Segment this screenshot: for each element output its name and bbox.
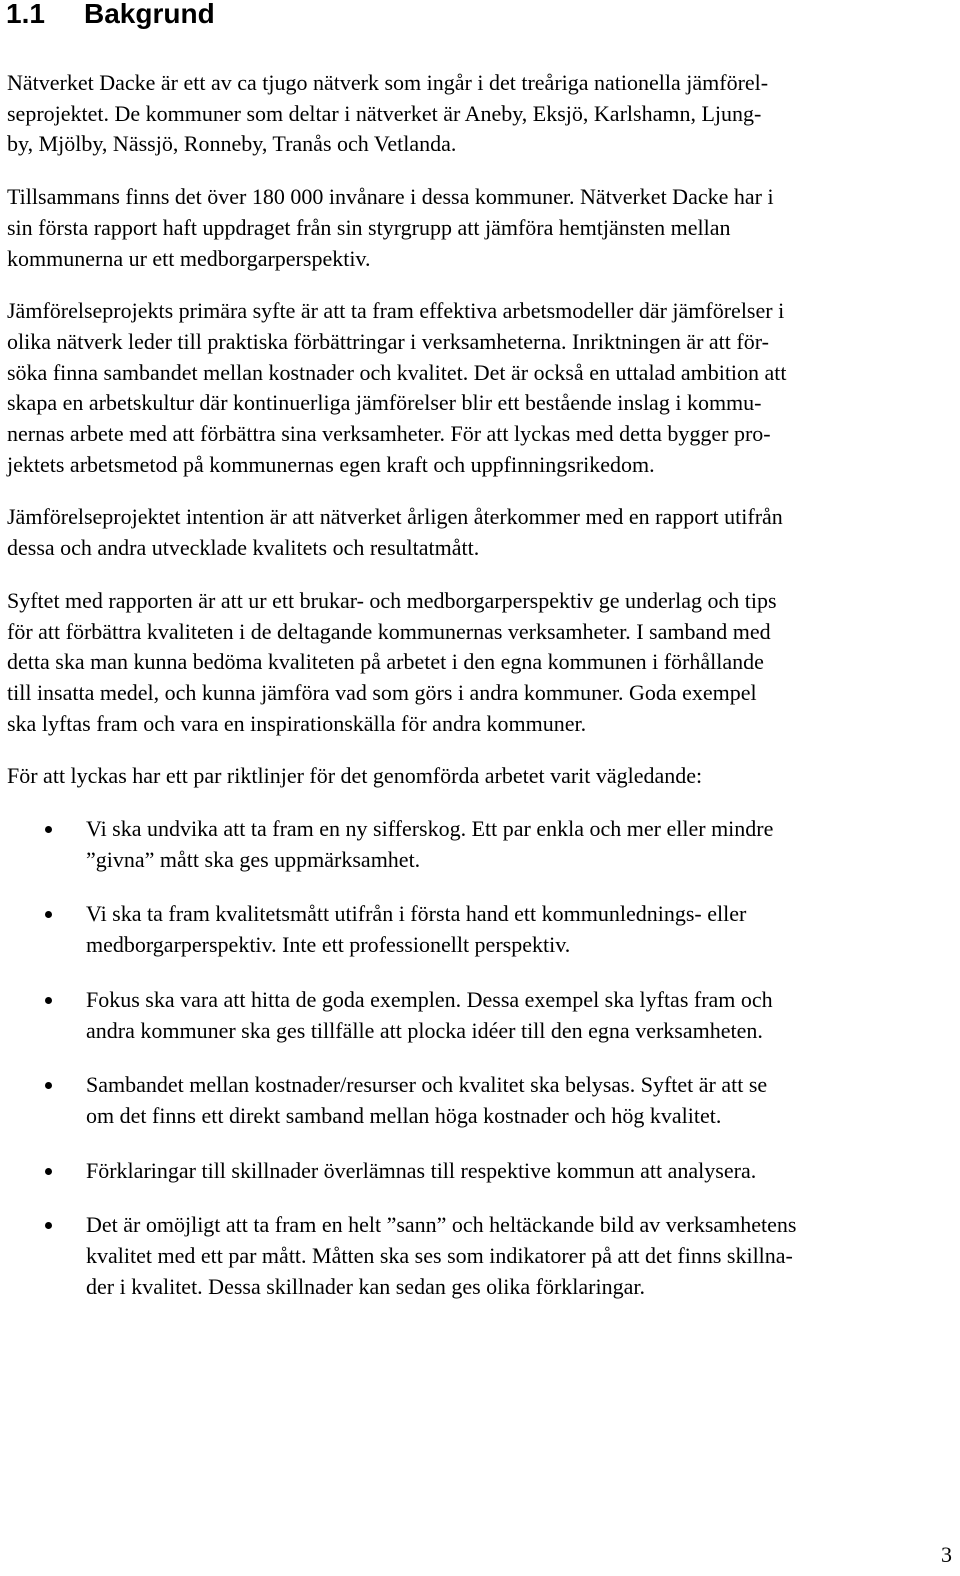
text-line: detta ska man kunna bedöma kvaliteten på arbetet i den egna kommunen i förhållande — [7, 649, 764, 675]
section-heading — [6, 0, 215, 34]
bullet-icon — [45, 1168, 52, 1175]
paragraph-population — [7, 182, 955, 274]
text-line: Vi ska undvika att ta fram en ny sifferskog. Ett par enkla och mer eller mindre — [86, 816, 774, 842]
text-line: kvalitet med ett par mått. Måtten ska ses som indikatorer på att det finns skillna- — [86, 1243, 793, 1269]
bullet-icon — [45, 911, 52, 918]
text-line: skapa en arbetskultur där kontinuerliga jämförelser blir ett bestående inslag i kommu- — [7, 390, 762, 416]
paragraph-report-purpose — [7, 586, 955, 740]
bullet-icon — [45, 997, 52, 1004]
bullet-icon — [45, 1222, 52, 1229]
text-line: andra kommuner ska ges tillfälle att plocka idéer till den egna verksamheten. — [86, 1017, 763, 1043]
text-line: Sambandet mellan kostnader/resurser och kvalitet ska belysas. Syftet är att se — [86, 1072, 768, 1098]
paragraph-project-purpose — [7, 296, 955, 480]
text-line: Jämförelseprojekts primära syfte är att ta fram effektiva arbetsmodeller där jämförelser i — [7, 298, 785, 324]
text-line: Nätverket Dacke är ett av ca tjugo nätverk som ingår i det treåriga nationella jämförel- — [7, 70, 769, 95]
bullet-icon — [45, 1082, 52, 1089]
list-item — [7, 1210, 955, 1302]
bullet-icon — [45, 826, 52, 833]
list-item — [7, 1070, 955, 1131]
text-line: om det finns ett direkt samband mellan höga kostnader och hög kvalitet. — [86, 1102, 722, 1128]
text-line: jektets arbetsmetod på kommunernas egen kraft och uppfinningsrikedom. — [7, 451, 655, 477]
text-line: Syftet med rapporten är att ur ett brukar- och medborgarperspektiv ge underlag och tips — [7, 587, 777, 613]
text-line: För att lyckas har ett par riktlinjer för det genomförda arbetet varit vägledande: — [7, 763, 703, 789]
text-line: seprojektet. De kommuner som deltar i nätverket är Aneby, Eksjö, Karlshamn, Ljung- — [7, 100, 762, 126]
document-body — [7, 68, 955, 1327]
list-item — [7, 1156, 955, 1187]
text-line: Det är omöjligt att ta fram en helt ”sann” och heltäckande bild av verksamhetens — [86, 1212, 797, 1238]
list-item — [7, 899, 955, 960]
text-line: till insatta medel, och kunna jämföra vad som görs i andra kommuner. Goda exempel — [7, 679, 757, 705]
text-line: medborgarperspektiv. Inte ett professionellt perspektiv. — [86, 932, 571, 958]
paragraph-intention — [7, 502, 955, 563]
text-line: Jämförelseprojektet intention är att nätverket årligen återkommer med en rapport utifrån — [7, 504, 783, 530]
text-line: Vi ska ta fram kvalitetsmått utifrån i första hand ett kommunlednings- eller — [86, 901, 747, 927]
text-line: nernas arbete med att förbättra sina verksamheter. För att lyckas med detta bygger pro- — [7, 421, 771, 447]
text-line: der i kvalitet. Dessa skillnader kan sedan ges olika förklaringar. — [86, 1273, 645, 1299]
text-line: Förklaringar till skillnader överlämnas till respektive kommun att analysera. — [86, 1157, 757, 1183]
paragraph-network-intro — [7, 68, 955, 160]
page-number: 3 — [941, 1542, 952, 1567]
text-line: Fokus ska vara att hitta de goda exemplen. Dessa exempel ska lyftas fram och — [86, 986, 773, 1012]
list-item — [7, 985, 955, 1046]
text-line: olika nätverk leder till praktiska förbättringar i verksamheterna. Inriktningen är att för- — [7, 328, 769, 354]
text-line: ska lyftas fram och vara en inspirationskälla för andra kommuner. — [7, 710, 587, 736]
list-item — [7, 814, 955, 875]
section-title: Bakgrund — [84, 0, 215, 29]
text-line: ”givna” mått ska ges uppmärksamhet. — [86, 846, 421, 872]
text-line: för att förbättra kvaliteten i de deltagande kommunernas verksamheter. I samband med — [7, 618, 771, 644]
text-line: Tillsammans finns det över 180 000 invånare i dessa kommuner. Nätverket Dacke har i — [7, 184, 774, 210]
text-line: by, Mjölby, Nässjö, Ronneby, Tranås och Vetlanda. — [7, 131, 457, 157]
paragraph-guidelines-intro — [7, 761, 955, 792]
text-line: dessa och andra utvecklade kvalitets och resultatmått. — [7, 535, 480, 561]
section-number: 1.1 — [6, 0, 45, 29]
text-line: sin första rapport haft uppdraget från sin styrgrupp att jämföra hemtjänsten mellan — [7, 214, 731, 240]
text-line: kommunerna ur ett medborgarperspektiv. — [7, 245, 371, 271]
guidelines-list — [7, 814, 955, 1302]
text-line: söka finna sambandet mellan kostnader och kvalitet. Det är också en uttalad ambition att — [7, 359, 787, 385]
